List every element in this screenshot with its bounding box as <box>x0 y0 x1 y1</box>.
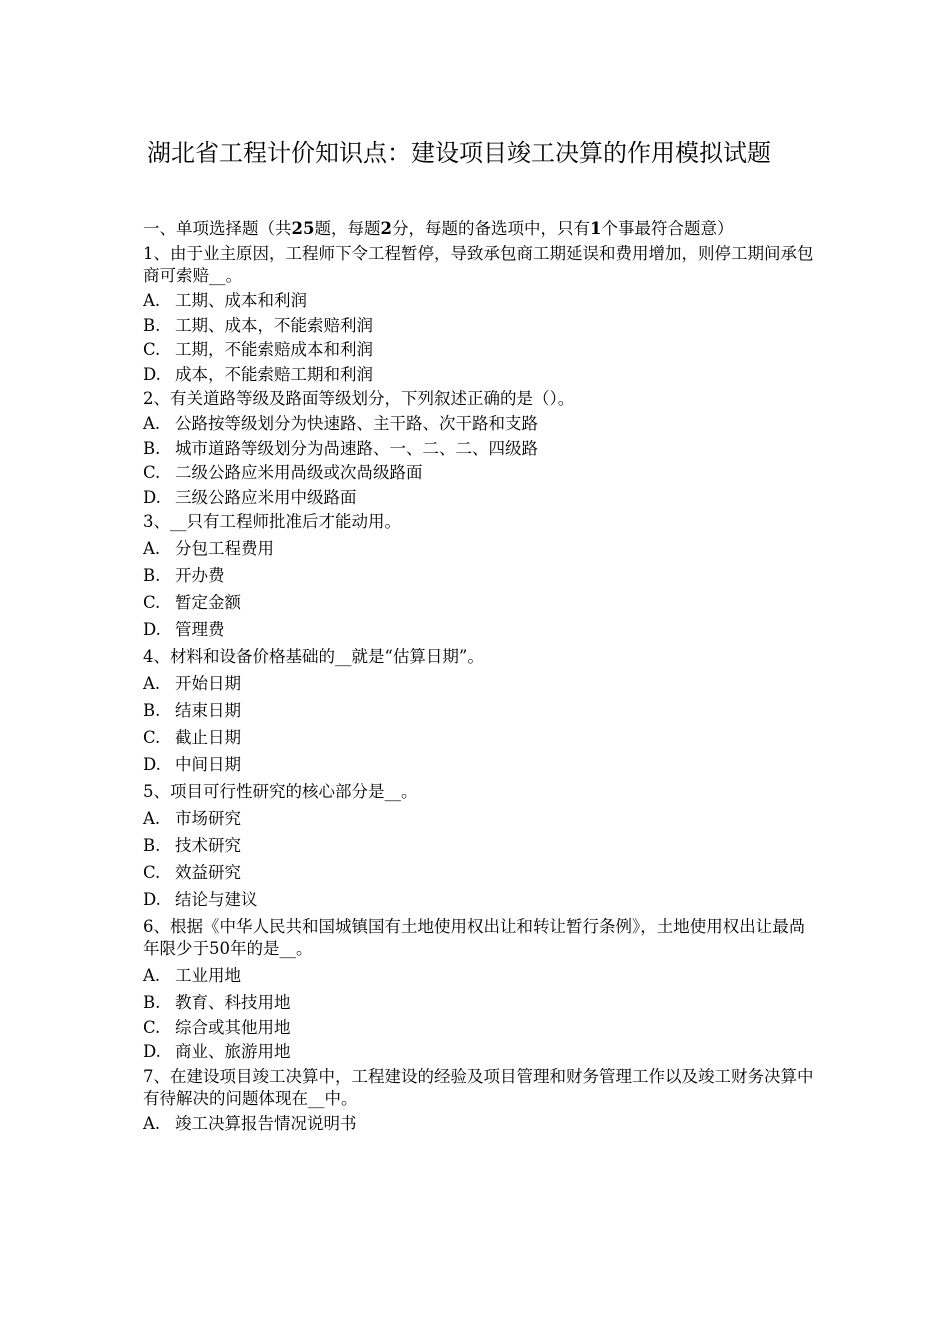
option-2b: B. 城市道路等级划分为咼速路、一、二、二、四级路 <box>143 438 538 458</box>
option-3c: C. 暂定金额 <box>143 593 241 612</box>
option-2c: C. 二级公路应米用咼级或次咼级路面 <box>143 463 423 482</box>
option-4c: C. 截止日期 <box>143 728 241 747</box>
option-1b: B. 工期、成本，不能索赔利润 <box>143 315 373 335</box>
option-5c: C. 效益研究 <box>143 863 241 882</box>
question-5: 5、项目可行性研究的核心部分是__。 <box>143 782 418 801</box>
option-4d: D. 中间日期 <box>143 755 241 774</box>
option-1d: D. 成本，不能索赔工期和利润 <box>143 364 373 384</box>
option-3b: B. 开办费 <box>143 566 225 585</box>
option-6d: D. 商业、旅游用地 <box>143 1042 291 1061</box>
option-6c: C. 综合或其他用地 <box>143 1017 291 1037</box>
section-heading: 一、单项选择题（共25题，每题2分，每题的备选项中，只有1个事最符合题意） <box>143 219 734 238</box>
question-2: 2、有关道路等级及路面等级划分，下列叙述正确的是（）。 <box>143 389 575 408</box>
option-6b: B. 教育、科技用地 <box>143 993 291 1012</box>
option-3a: A. 分包工程费用 <box>143 539 274 558</box>
option-5a: A. 市场研究 <box>143 809 241 828</box>
question-7: 7、在建设项目竣工决算中，工程建设的经验及项目管理和财务管理工作以及竣工财务决算中有待解决的问题体现在__中。 <box>143 1066 814 1108</box>
question-1: 1、由于业主原因，工程师下令工程暂停，导致承包商工期延误和费用增加，则停工期间承包商可索赔__。 <box>143 244 814 285</box>
document-title: 湖北省工程计价知识点：建设项目竣工决算的作用模拟试题 <box>147 139 771 167</box>
option-1a: A. 工期、成本和利润 <box>143 291 307 310</box>
option-2a: A. 公路按等级划分为快速路、主干路、次干路和支路 <box>143 414 538 433</box>
question-3: 3、__只有工程师批准后才能动用。 <box>143 512 401 531</box>
option-2d: D. 三级公路应米用中级路面 <box>143 487 357 507</box>
option-4b: B. 结束日期 <box>143 701 241 720</box>
option-4a: A. 开始日期 <box>143 674 241 693</box>
option-7a: A. 竣工决算报告情况说明书 <box>143 1113 357 1133</box>
option-1c: C. 工期，不能索赔成本和利润 <box>143 340 373 359</box>
option-5d: D. 结论与建议 <box>143 890 258 909</box>
option-5b: B. 技术研究 <box>143 836 241 855</box>
option-3d: D. 管理费 <box>143 620 225 639</box>
question-4: 4、材料和设备价格基础的__就是“估算日期”。 <box>143 647 484 666</box>
question-6: 6、根据《中华人民共和国城镇国有土地使用权出让和转让暂行条例》，土地使用权出让最咼年限少于50年的是__。 <box>143 917 806 958</box>
option-6a: A. 工业用地 <box>143 966 241 985</box>
